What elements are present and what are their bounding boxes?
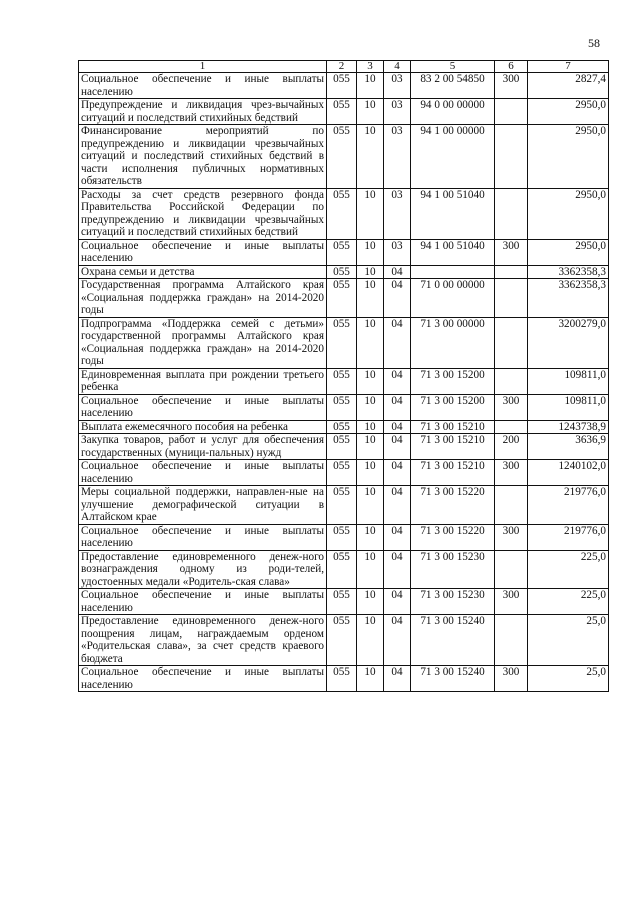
table-body <box>79 73 609 692</box>
column-header: 6 <box>495 61 528 73</box>
column-header: 2 <box>327 61 357 73</box>
table-row <box>79 589 609 615</box>
table-row <box>79 265 609 279</box>
code-expense-type-cell <box>495 99 528 125</box>
code-target-cell: 71 3 00 15200 <box>411 368 495 394</box>
code-section-cell: 10 <box>357 420 384 434</box>
code-ministry-cell: 055 <box>327 524 357 550</box>
code-section-cell: 10 <box>357 589 384 615</box>
code-expense-type-cell: 300 <box>495 73 528 99</box>
code-target-cell: 71 3 00 15210 <box>411 434 495 460</box>
amount-cell: 25,0 <box>528 666 609 692</box>
code-subsection-cell: 03 <box>384 73 411 99</box>
header-row <box>79 61 609 73</box>
code-subsection-cell: 04 <box>384 550 411 589</box>
code-section-cell: 10 <box>357 73 384 99</box>
code-section-cell: 10 <box>357 125 384 189</box>
code-ministry-cell: 055 <box>327 615 357 666</box>
amount-cell: 2950,0 <box>528 99 609 125</box>
code-expense-type-cell: 300 <box>495 524 528 550</box>
table-row <box>79 550 609 589</box>
code-subsection-cell: 04 <box>384 317 411 368</box>
row-name-cell: Меры социальной поддержки, направлен-ные на улучшение демографической ситуации в Алтайском крае <box>79 486 327 525</box>
code-target-cell: 83 2 00 54850 <box>411 73 495 99</box>
row-name-cell: Социальное обеспечение и иные выплаты населению <box>79 524 327 550</box>
code-expense-type-cell: 300 <box>495 394 528 420</box>
code-section-cell: 10 <box>357 279 384 318</box>
code-section-cell: 10 <box>357 486 384 525</box>
code-section-cell: 10 <box>357 550 384 589</box>
table-row <box>79 188 609 239</box>
code-ministry-cell: 055 <box>327 434 357 460</box>
amount-cell: 3362358,3 <box>528 265 609 279</box>
code-subsection-cell: 03 <box>384 239 411 265</box>
amount-cell: 1240102,0 <box>528 460 609 486</box>
code-target-cell: 71 3 00 15230 <box>411 589 495 615</box>
row-name-cell: Социальное обеспечение и иные выплаты населению <box>79 589 327 615</box>
row-name-cell: Предоставление единовременного денеж-ного вознаграждения одному из роди-телей, удостоенных медали «Родитель-ская слава» <box>79 550 327 589</box>
table-row <box>79 394 609 420</box>
code-expense-type-cell <box>495 125 528 189</box>
row-name-cell: Социальное обеспечение и иные выплаты населению <box>79 73 327 99</box>
table-row <box>79 125 609 189</box>
amount-cell: 219776,0 <box>528 486 609 525</box>
amount-cell: 219776,0 <box>528 524 609 550</box>
amount-cell: 1243738,9 <box>528 420 609 434</box>
code-expense-type-cell <box>495 486 528 525</box>
amount-cell: 3362358,3 <box>528 279 609 318</box>
code-subsection-cell: 04 <box>384 486 411 525</box>
code-expense-type-cell <box>495 550 528 589</box>
row-name-cell: Выплата ежемесячного пособия на ребенка <box>79 420 327 434</box>
code-subsection-cell: 04 <box>384 666 411 692</box>
column-header: 1 <box>79 61 327 73</box>
row-name-cell: Подпрограмма «Поддержка семей с детьми» государственной программы Алтайского края «Социальная поддержка граждан» на 2014-2020 годы <box>79 317 327 368</box>
code-target-cell: 94 1 00 51040 <box>411 188 495 239</box>
row-name-cell: Социальное обеспечение и иные выплаты населению <box>79 460 327 486</box>
code-ministry-cell: 055 <box>327 239 357 265</box>
amount-cell: 109811,0 <box>528 394 609 420</box>
code-target-cell: 71 3 00 15210 <box>411 420 495 434</box>
code-expense-type-cell: 300 <box>495 589 528 615</box>
code-section-cell: 10 <box>357 265 384 279</box>
amount-cell: 2950,0 <box>528 239 609 265</box>
code-target-cell <box>411 265 495 279</box>
code-ministry-cell: 055 <box>327 73 357 99</box>
column-header: 7 <box>528 61 609 73</box>
page-number: 58 <box>588 36 600 50</box>
row-name-cell: Закупка товаров, работ и услуг для обеспечения государственных (муници-пальных) нужд <box>79 434 327 460</box>
code-ministry-cell: 055 <box>327 460 357 486</box>
code-ministry-cell: 055 <box>327 188 357 239</box>
code-subsection-cell: 04 <box>384 434 411 460</box>
code-ministry-cell: 055 <box>327 368 357 394</box>
code-section-cell: 10 <box>357 615 384 666</box>
table-row <box>79 666 609 692</box>
amount-cell: 109811,0 <box>528 368 609 394</box>
amount-cell: 2950,0 <box>528 188 609 239</box>
row-name-cell: Социальное обеспечение и иные выплаты населению <box>79 394 327 420</box>
code-target-cell: 94 1 00 00000 <box>411 125 495 189</box>
code-target-cell: 71 3 00 15220 <box>411 486 495 525</box>
amount-cell: 3636,9 <box>528 434 609 460</box>
amount-cell: 225,0 <box>528 589 609 615</box>
code-ministry-cell: 055 <box>327 279 357 318</box>
column-header: 3 <box>357 61 384 73</box>
code-section-cell: 10 <box>357 394 384 420</box>
table-row <box>79 420 609 434</box>
code-ministry-cell: 055 <box>327 125 357 189</box>
row-name-cell: Расходы за счет средств резервного фонда Правительства Российской Федерации по предупреждению и ликвидации чрезвычайных ситуаций и последствий стихийных бедствий <box>79 188 327 239</box>
row-name-cell: Единовременная выплата при рождении третьего ребенка <box>79 368 327 394</box>
code-section-cell: 10 <box>357 666 384 692</box>
amount-cell: 2950,0 <box>528 125 609 189</box>
code-expense-type-cell: 300 <box>495 460 528 486</box>
row-name-cell: Предупреждение и ликвидация чрез-вычайных ситуаций и последствий стихийных бедствий <box>79 99 327 125</box>
column-header: 4 <box>384 61 411 73</box>
code-expense-type-cell: 300 <box>495 666 528 692</box>
table-row <box>79 486 609 525</box>
code-section-cell: 10 <box>357 239 384 265</box>
row-name-cell: Финансирование мероприятий по предупреждению и ликвидации чрезвычайных ситуаций и последствий стихийных бедствий в части исполнения публичных нормативных обязательств <box>79 125 327 189</box>
row-name-cell: Социальное обеспечение и иные выплаты населению <box>79 666 327 692</box>
code-target-cell: 71 0 00 00000 <box>411 279 495 318</box>
code-subsection-cell: 03 <box>384 99 411 125</box>
amount-cell: 25,0 <box>528 615 609 666</box>
table-row <box>79 239 609 265</box>
row-name-cell: Социальное обеспечение и иные выплаты населению <box>79 239 327 265</box>
code-subsection-cell: 03 <box>384 125 411 189</box>
code-subsection-cell: 04 <box>384 589 411 615</box>
code-subsection-cell: 04 <box>384 368 411 394</box>
code-section-cell: 10 <box>357 524 384 550</box>
code-ministry-cell: 055 <box>327 265 357 279</box>
table-row <box>79 434 609 460</box>
code-section-cell: 10 <box>357 434 384 460</box>
code-expense-type-cell <box>495 368 528 394</box>
code-expense-type-cell: 200 <box>495 434 528 460</box>
code-subsection-cell: 04 <box>384 265 411 279</box>
code-subsection-cell: 04 <box>384 394 411 420</box>
code-expense-type-cell <box>495 188 528 239</box>
code-subsection-cell: 03 <box>384 188 411 239</box>
column-header: 5 <box>411 61 495 73</box>
code-section-cell: 10 <box>357 188 384 239</box>
budget-table <box>78 60 609 692</box>
code-target-cell: 71 3 00 15240 <box>411 615 495 666</box>
table-row <box>79 460 609 486</box>
code-ministry-cell: 055 <box>327 394 357 420</box>
code-subsection-cell: 04 <box>384 420 411 434</box>
amount-cell: 225,0 <box>528 550 609 589</box>
table-row <box>79 368 609 394</box>
table-row <box>79 73 609 99</box>
code-subsection-cell: 04 <box>384 460 411 486</box>
code-section-cell: 10 <box>357 368 384 394</box>
code-subsection-cell: 04 <box>384 615 411 666</box>
code-section-cell: 10 <box>357 460 384 486</box>
table-row <box>79 279 609 318</box>
code-subsection-cell: 04 <box>384 524 411 550</box>
table-row <box>79 524 609 550</box>
code-expense-type-cell <box>495 279 528 318</box>
table-row <box>79 99 609 125</box>
amount-cell: 3200279,0 <box>528 317 609 368</box>
code-ministry-cell: 055 <box>327 666 357 692</box>
row-name-cell: Предоставление единовременного денеж-ного поощрения лицам, награждаемым орденом «Родительская слава», за счет средств краевого бюджета <box>79 615 327 666</box>
code-ministry-cell: 055 <box>327 486 357 525</box>
row-name-cell: Охрана семьи и детства <box>79 265 327 279</box>
code-ministry-cell: 055 <box>327 99 357 125</box>
code-ministry-cell: 055 <box>327 420 357 434</box>
code-target-cell: 94 0 00 00000 <box>411 99 495 125</box>
table-row <box>79 317 609 368</box>
code-expense-type-cell <box>495 317 528 368</box>
code-target-cell: 71 3 00 15240 <box>411 666 495 692</box>
code-target-cell: 71 3 00 15230 <box>411 550 495 589</box>
code-expense-type-cell <box>495 265 528 279</box>
code-target-cell: 71 3 00 15220 <box>411 524 495 550</box>
code-target-cell: 71 3 00 15210 <box>411 460 495 486</box>
code-section-cell: 10 <box>357 317 384 368</box>
code-section-cell: 10 <box>357 99 384 125</box>
code-expense-type-cell: 300 <box>495 239 528 265</box>
code-expense-type-cell <box>495 615 528 666</box>
amount-cell: 2827,4 <box>528 73 609 99</box>
code-expense-type-cell <box>495 420 528 434</box>
code-target-cell: 71 3 00 00000 <box>411 317 495 368</box>
table-row <box>79 615 609 666</box>
row-name-cell: Государственная программа Алтайского края «Социальная поддержка граждан» на 2014-2020 годы <box>79 279 327 318</box>
code-subsection-cell: 04 <box>384 279 411 318</box>
code-target-cell: 94 1 00 51040 <box>411 239 495 265</box>
code-ministry-cell: 055 <box>327 550 357 589</box>
code-ministry-cell: 055 <box>327 317 357 368</box>
code-target-cell: 71 3 00 15200 <box>411 394 495 420</box>
code-ministry-cell: 055 <box>327 589 357 615</box>
